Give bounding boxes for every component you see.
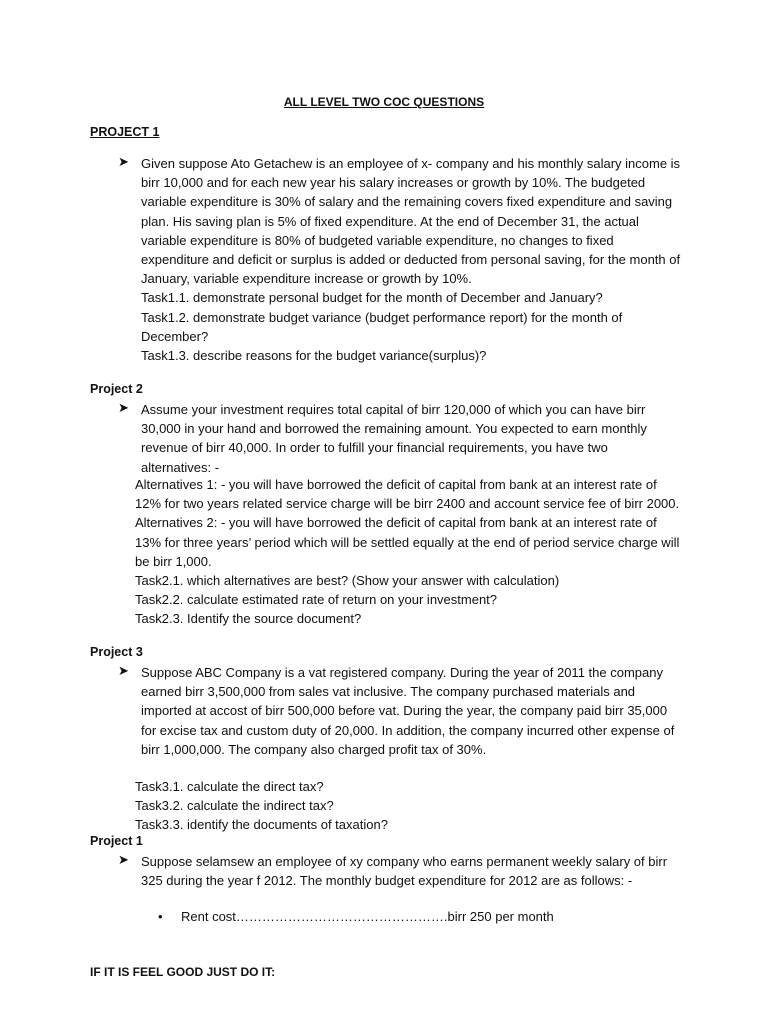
project-1-task: Task1.2. demonstrate budget variance (budget performance report) for the month of December? — [141, 309, 623, 344]
project-1-body — [141, 154, 681, 365]
project-1b-heading: Project 1 — [90, 834, 143, 848]
project-1b-text: Suppose selamsew an employee of xy company who earns permanent weekly salary of birr 325 during the year f 2012. The monthly budget expenditure for 2012 are as follows: - — [141, 854, 668, 889]
arrow-bullet-icon: ➤ — [118, 852, 129, 867]
project-2-body — [141, 400, 681, 477]
project-3-text: Suppose ABC Company is a vat registered company. During the year of 2011 the company earned birr 3,500,000 from sales vat inclusive. The company purchased materials and imported at accost of birr 500,000 before vat. During the year, the company paid birr 35,000 for excise tax and custom duty of 20,000. In addition, the company incurred other expense of birr 1,000,000. The company also charged profit tax of 30%. — [141, 665, 675, 757]
arrow-bullet-icon: ➤ — [118, 400, 129, 415]
project-3-task: Task3.2. calculate the indirect tax? — [135, 798, 334, 814]
project-3-heading: Project 3 — [90, 645, 143, 659]
project-3-task: Task3.3. identify the documents of taxation? — [135, 817, 388, 833]
project-2-alternative: Alternatives 1: - you will have borrowed the deficit of capital from bank at an interest rate of 12% for two years related service charge will be birr 2400 and account service fee of birr 2000. — [135, 477, 680, 512]
project-2-alternative: Alternatives 2: - you will have borrowed the deficit of capital from bank at an interest rate of 13% for three years’ period which will be settled equally at the end of period service charge will be birr 1,000. — [135, 515, 680, 569]
project-2-heading: Project 2 — [90, 382, 143, 396]
project-1-task: Task1.1. demonstrate personal budget for the month of December and January? — [141, 290, 603, 306]
project-2-task: Task2.3. Identify the source document? — [135, 611, 362, 627]
project-1b-item: Rent cost………………………………………….birr 250 per month — [181, 909, 554, 924]
arrow-bullet-icon: ➤ — [118, 663, 129, 678]
project-1-text: Given suppose Ato Getachew is an employee of x- company and his monthly salary income is birr 10,000 and for each new year his salary increases or growth by 10%. The budgeted variable expenditure is 30% of salary and the remaining covers fixed expenditure and saving plan. His saving plan is 5% of fixed expenditure. At the end of December 31, the actual variable expenditure is 80% of budgeted variable expenditure, no changes to fixed expenditure and deficit or surplus is added or deducted from personal saving, for the month of January, variable expenditure increase or growth by 10%. — [141, 156, 681, 287]
document-title: ALL LEVEL TWO COC QUESTIONS — [283, 95, 485, 109]
project-3-task: Task3.1. calculate the direct tax? — [135, 779, 324, 794]
project-3-tasks — [135, 777, 680, 835]
footer-text: IF IT IS FEEL GOOD JUST DO IT: — [90, 965, 276, 979]
arrow-bullet-icon: ➤ — [118, 154, 129, 169]
dot-bullet-icon: • — [158, 909, 163, 924]
project-1b-body — [141, 852, 681, 890]
project-1-heading: PROJECT 1 — [90, 125, 160, 139]
project-2-task: Task2.2. calculate estimated rate of return on your investment? — [135, 592, 498, 608]
project-3-body — [141, 663, 681, 759]
project-1-task: Task1.3. describe reasons for the budget variance(surplus)? — [141, 348, 487, 364]
project-2-details — [135, 475, 680, 629]
project-2-text: Assume your investment requires total capital of birr 120,000 of which you can have birr 30,000 in your hand and borrowed the remaining amount. You expected to earn monthly revenue of birr 40,000. In order to fulfill your financial requirements, you have two alternatives: - — [141, 402, 647, 475]
project-2-task: Task2.1. which alternatives are best? (Show your answer with calculation) — [135, 573, 560, 589]
